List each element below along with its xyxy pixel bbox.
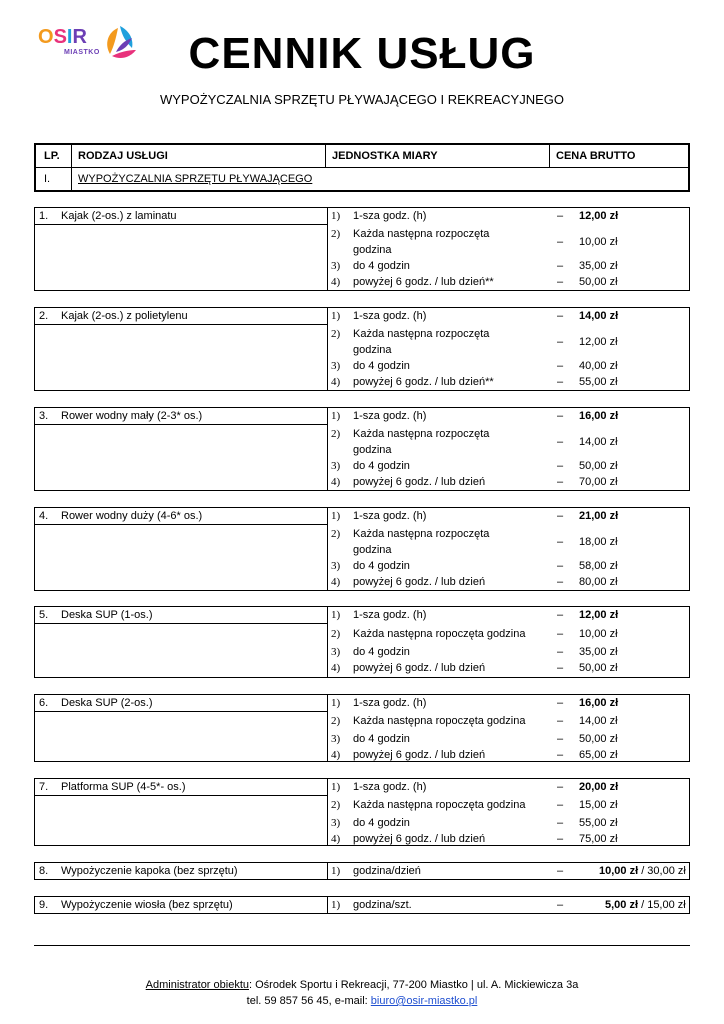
row-number: 3) bbox=[331, 646, 341, 658]
price-amount: 12,00 zł bbox=[579, 210, 619, 222]
dash-separator: – bbox=[557, 436, 564, 448]
row-number: 3) bbox=[331, 817, 341, 829]
row-number: 2) bbox=[331, 528, 341, 540]
price-amount: 20,00 zł bbox=[579, 781, 619, 793]
logo-subtitle: MIASTKO bbox=[64, 49, 100, 56]
name-underline bbox=[35, 224, 327, 225]
dash-separator: – bbox=[557, 646, 564, 658]
price-row bbox=[331, 695, 689, 711]
dash-separator: – bbox=[557, 609, 564, 621]
row-number: 2) bbox=[331, 628, 341, 640]
unit-label: Każda następna ropoczęta godzina bbox=[353, 799, 526, 811]
price-amount: 80,00 zł bbox=[579, 576, 618, 588]
price-value bbox=[579, 831, 689, 847]
service-label: Deska SUP (2-os.) bbox=[61, 697, 153, 709]
service-block bbox=[34, 407, 690, 491]
dash-separator: – bbox=[557, 360, 564, 372]
row-number: 4) bbox=[331, 276, 341, 288]
column-divider bbox=[327, 408, 328, 490]
unit-label: Każda następna rozpoczęta godzina bbox=[353, 328, 490, 356]
row-number: 1) bbox=[331, 899, 341, 911]
service-label: Platforma SUP (4-5*- os.) bbox=[61, 781, 186, 793]
price-amount: 16,00 zł bbox=[579, 697, 619, 709]
service-label: Wypożyczenie wiosła (bez sprzętu) bbox=[61, 899, 233, 911]
col-lp: LP. bbox=[36, 145, 72, 167]
service-number: 4. bbox=[39, 510, 49, 522]
service-name bbox=[35, 308, 327, 324]
dash-separator: – bbox=[557, 560, 564, 572]
row-number: 2) bbox=[331, 799, 341, 811]
price-value bbox=[579, 208, 689, 224]
dash-separator: – bbox=[557, 210, 564, 222]
price-value bbox=[579, 374, 689, 390]
price-amount: 40,00 zł bbox=[579, 360, 618, 372]
column-divider bbox=[327, 695, 328, 761]
price-row bbox=[331, 308, 689, 324]
dash-separator: – bbox=[557, 733, 564, 745]
price-value bbox=[579, 897, 689, 913]
price-row bbox=[331, 815, 689, 831]
email-link[interactable]: biuro@osir-miastko.pl bbox=[370, 995, 478, 1007]
dash-separator: – bbox=[557, 749, 564, 761]
price-value bbox=[579, 747, 689, 763]
unit-label: powyżej 6 godz. / lub dzień** bbox=[353, 276, 494, 288]
row-number: 3) bbox=[331, 560, 341, 572]
col-service: RODZAJ USŁUGI bbox=[72, 145, 326, 167]
footer bbox=[0, 977, 724, 1009]
dash-separator: – bbox=[557, 460, 564, 472]
service-block bbox=[34, 207, 690, 291]
admin-address: : Ośrodek Sportu i Rekreacji, 77-200 Miastko | ul. A. Mickiewicza 3a bbox=[249, 979, 579, 991]
price-value bbox=[579, 644, 689, 660]
name-underline bbox=[35, 711, 327, 712]
price-row bbox=[331, 526, 689, 558]
row-number: 4) bbox=[331, 833, 341, 845]
service-block bbox=[34, 896, 690, 914]
price-row bbox=[331, 458, 689, 474]
row-number: 3) bbox=[331, 733, 341, 745]
dash-separator: – bbox=[557, 260, 564, 272]
unit-label: do 4 godzin bbox=[353, 560, 410, 572]
unit-label: powyżej 6 godz. / lub dzień bbox=[353, 476, 486, 488]
name-underline bbox=[35, 795, 327, 796]
service-block bbox=[34, 507, 690, 591]
price-row bbox=[331, 258, 689, 274]
unit-label: 1-sza godz. (h) bbox=[353, 697, 427, 709]
dash-separator: – bbox=[557, 899, 564, 911]
price-amount: 50,00 zł bbox=[579, 662, 618, 674]
price-row bbox=[331, 474, 689, 490]
price-table-header bbox=[34, 143, 690, 192]
service-number: 3. bbox=[39, 410, 49, 422]
price-row bbox=[331, 558, 689, 574]
row-number: 1) bbox=[331, 510, 341, 522]
dash-separator: – bbox=[557, 662, 564, 674]
row-number: 3) bbox=[331, 460, 341, 472]
unit-label: do 4 godzin bbox=[353, 260, 410, 272]
service-block bbox=[34, 307, 690, 391]
admin-label: Administrator obiektu bbox=[145, 979, 249, 991]
price-value bbox=[579, 274, 689, 290]
dash-separator: – bbox=[557, 833, 564, 845]
price-row bbox=[331, 208, 689, 224]
row-number: 2) bbox=[331, 715, 341, 727]
price-row bbox=[331, 644, 689, 660]
dash-separator: – bbox=[557, 817, 564, 829]
price-amount: 35,00 zł bbox=[579, 646, 618, 658]
service-name bbox=[35, 408, 327, 424]
row-number: 3) bbox=[331, 360, 341, 372]
unit-label: 1-sza godz. (h) bbox=[353, 609, 427, 621]
column-divider bbox=[327, 779, 328, 845]
page-title: CENNIK USŁUG bbox=[188, 29, 536, 78]
row-number: 1) bbox=[331, 310, 341, 322]
price-value bbox=[579, 358, 689, 374]
unit-label: powyżej 6 godz. / lub dzień bbox=[353, 662, 486, 674]
name-underline bbox=[35, 424, 327, 425]
price-amount: 70,00 zł bbox=[579, 476, 618, 488]
dash-separator: – bbox=[557, 310, 564, 322]
service-number: 5. bbox=[39, 609, 49, 621]
dash-separator: – bbox=[557, 799, 564, 811]
section-title: WYPOŻYCZALNIA SPRZĘTU PŁYWAJĄCEGO bbox=[78, 173, 313, 185]
row-number: 3) bbox=[331, 260, 341, 272]
column-divider bbox=[327, 863, 328, 879]
price-row bbox=[331, 426, 689, 458]
row-number: 2) bbox=[331, 328, 341, 340]
price-amount: 58,00 zł bbox=[579, 560, 618, 572]
dash-separator: – bbox=[557, 781, 564, 793]
price-amount: 55,00 zł bbox=[579, 376, 618, 388]
price-value bbox=[579, 815, 689, 831]
price-amount: 16,00 zł bbox=[579, 410, 619, 422]
dash-separator: – bbox=[557, 628, 564, 640]
contact-prefix: tel. 59 857 56 45, e-mail: bbox=[246, 995, 371, 1007]
price-value bbox=[579, 434, 689, 450]
price-amount: 55,00 zł bbox=[579, 817, 618, 829]
service-name bbox=[35, 863, 327, 879]
service-label: Deska SUP (1-os.) bbox=[61, 609, 153, 621]
unit-label: do 4 godzin bbox=[353, 646, 410, 658]
logo-letters: OSIR bbox=[38, 26, 87, 48]
service-name bbox=[35, 607, 327, 623]
col-unit: JEDNOSTKA MIARY bbox=[326, 145, 550, 167]
price-amount: 50,00 zł bbox=[579, 276, 618, 288]
unit-label: 1-sza godz. (h) bbox=[353, 510, 427, 522]
column-divider bbox=[327, 607, 328, 677]
dash-separator: – bbox=[557, 536, 564, 548]
col-price: CENA BRUTTO bbox=[556, 150, 636, 162]
row-number: 4) bbox=[331, 376, 341, 388]
section-number: I. bbox=[36, 168, 72, 190]
dash-separator: – bbox=[557, 336, 564, 348]
unit-label: powyżej 6 godz. / lub dzień** bbox=[353, 376, 494, 388]
unit-label: 1-sza godz. (h) bbox=[353, 410, 427, 422]
unit-label: 1-sza godz. (h) bbox=[353, 210, 427, 222]
service-number: 2. bbox=[39, 310, 49, 322]
footer-divider bbox=[34, 945, 690, 946]
dash-separator: – bbox=[557, 276, 564, 288]
price-amount: 14,00 zł bbox=[579, 715, 618, 727]
price-value bbox=[579, 458, 689, 474]
service-name bbox=[35, 779, 327, 795]
unit-label: Każda następna ropoczęta godzina bbox=[353, 715, 526, 727]
price-row bbox=[331, 326, 689, 358]
dash-separator: – bbox=[557, 376, 564, 388]
price-row bbox=[331, 274, 689, 290]
dash-separator: – bbox=[557, 510, 564, 522]
price-value bbox=[579, 731, 689, 747]
row-number: 1) bbox=[331, 609, 341, 621]
price-amount: 10,00 zł bbox=[599, 865, 639, 877]
price-amount: 10,00 zł bbox=[579, 236, 618, 248]
dash-separator: – bbox=[557, 236, 564, 248]
row-number: 1) bbox=[331, 410, 341, 422]
unit-label: Każda następna rozpoczęta godzina bbox=[353, 428, 490, 456]
row-number: 1) bbox=[331, 697, 341, 709]
price-value bbox=[579, 863, 689, 879]
unit-label: Każda następna rozpoczęta godzina bbox=[353, 528, 490, 556]
price-row bbox=[331, 797, 689, 813]
price-value bbox=[579, 779, 689, 795]
service-number: 9. bbox=[39, 899, 49, 911]
column-divider bbox=[327, 308, 328, 390]
price-row bbox=[331, 626, 689, 642]
unit-label: do 4 godzin bbox=[353, 460, 410, 472]
row-number: 4) bbox=[331, 476, 341, 488]
price-value bbox=[579, 713, 689, 729]
service-block bbox=[34, 778, 690, 846]
service-block bbox=[34, 606, 690, 678]
price-row bbox=[331, 731, 689, 747]
column-divider bbox=[327, 508, 328, 590]
price-amount: 21,00 zł bbox=[579, 510, 619, 522]
row-number: 1) bbox=[331, 865, 341, 877]
service-label: Kajak (2-os.) z polietylenu bbox=[61, 310, 188, 322]
price-value bbox=[579, 534, 689, 550]
column-divider bbox=[327, 897, 328, 913]
price-amount-alt: / 15,00 zł bbox=[638, 899, 686, 911]
price-amount: 35,00 zł bbox=[579, 260, 618, 272]
price-value bbox=[579, 234, 689, 250]
name-underline bbox=[35, 324, 327, 325]
service-number: 7. bbox=[39, 781, 49, 793]
price-value bbox=[579, 408, 689, 424]
price-row bbox=[331, 607, 689, 623]
service-name bbox=[35, 695, 327, 711]
row-number: 1) bbox=[331, 210, 341, 222]
unit-label: godzina/dzień bbox=[353, 865, 421, 877]
service-label: Kajak (2-os.) z laminatu bbox=[61, 210, 177, 222]
price-row bbox=[331, 358, 689, 374]
name-underline bbox=[35, 623, 327, 624]
service-number: 8. bbox=[39, 865, 49, 877]
price-amount: 12,00 zł bbox=[579, 609, 619, 621]
row-number: 1) bbox=[331, 781, 341, 793]
price-row bbox=[331, 897, 689, 913]
row-number: 2) bbox=[331, 228, 341, 240]
price-value bbox=[579, 626, 689, 642]
service-name bbox=[35, 508, 327, 524]
unit-label: Każda następna ropoczęta godzina bbox=[353, 628, 526, 640]
price-row bbox=[331, 574, 689, 590]
price-amount: 75,00 zł bbox=[579, 833, 618, 845]
price-row bbox=[331, 408, 689, 424]
service-name bbox=[35, 208, 327, 224]
service-label: Wypożyczenie kapoka (bez sprzętu) bbox=[61, 865, 238, 877]
column-divider bbox=[327, 208, 328, 290]
service-number: 6. bbox=[39, 697, 49, 709]
price-amount: 14,00 zł bbox=[579, 310, 619, 322]
dash-separator: – bbox=[557, 410, 564, 422]
unit-label: 1-sza godz. (h) bbox=[353, 310, 427, 322]
price-value bbox=[579, 508, 689, 524]
service-label: Rower wodny duży (4-6* os.) bbox=[61, 510, 203, 522]
dash-separator: – bbox=[557, 476, 564, 488]
price-row bbox=[331, 779, 689, 795]
unit-label: powyżej 6 godz. / lub dzień bbox=[353, 576, 486, 588]
dash-separator: – bbox=[557, 576, 564, 588]
row-number: 4) bbox=[331, 749, 341, 761]
page-subtitle: WYPOŻYCZALNIA SPRZĘTU PŁYWAJĄCEGO I REKREACYJNEGO bbox=[159, 92, 565, 107]
price-row bbox=[331, 508, 689, 524]
price-amount: 50,00 zł bbox=[579, 733, 618, 745]
price-row bbox=[331, 226, 689, 258]
dash-separator: – bbox=[557, 865, 564, 877]
row-number: 4) bbox=[331, 576, 341, 588]
price-amount: 12,00 zł bbox=[579, 336, 618, 348]
service-block bbox=[34, 862, 690, 880]
price-row bbox=[331, 660, 689, 676]
price-amount: 14,00 zł bbox=[579, 436, 618, 448]
price-value bbox=[579, 607, 689, 623]
service-block bbox=[34, 694, 690, 762]
unit-label: do 4 godzin bbox=[353, 817, 410, 829]
unit-label: powyżej 6 godz. / lub dzień bbox=[353, 749, 486, 761]
unit-label: 1-sza godz. (h) bbox=[353, 781, 427, 793]
price-amount: 50,00 zł bbox=[579, 460, 618, 472]
price-value bbox=[579, 574, 689, 590]
unit-label: godzina/szt. bbox=[353, 899, 412, 911]
price-value bbox=[579, 334, 689, 350]
price-value bbox=[579, 660, 689, 676]
price-row bbox=[331, 863, 689, 879]
unit-label: Każda następna rozpoczęta godzina bbox=[353, 228, 490, 256]
price-amount: 10,00 zł bbox=[579, 628, 618, 640]
price-amount: 15,00 zł bbox=[579, 799, 618, 811]
price-value bbox=[579, 308, 689, 324]
price-row bbox=[331, 374, 689, 390]
unit-label: do 4 godzin bbox=[353, 733, 410, 745]
price-amount: 5,00 zł bbox=[605, 899, 639, 911]
dash-separator: – bbox=[557, 697, 564, 709]
price-value bbox=[579, 558, 689, 574]
price-amount-alt: / 30,00 zł bbox=[638, 865, 686, 877]
row-number: 4) bbox=[331, 662, 341, 674]
service-label: Rower wodny mały (2-3* os.) bbox=[61, 410, 203, 422]
price-value bbox=[579, 258, 689, 274]
price-amount: 18,00 zł bbox=[579, 536, 618, 548]
service-name bbox=[35, 897, 327, 913]
service-number: 1. bbox=[39, 210, 49, 222]
name-underline bbox=[35, 524, 327, 525]
price-row bbox=[331, 747, 689, 763]
row-number: 2) bbox=[331, 428, 341, 440]
dash-separator: – bbox=[557, 715, 564, 727]
price-value bbox=[579, 695, 689, 711]
price-value bbox=[579, 474, 689, 490]
unit-label: do 4 godzin bbox=[353, 360, 410, 372]
price-amount: 65,00 zł bbox=[579, 749, 618, 761]
unit-label: powyżej 6 godz. / lub dzień bbox=[353, 833, 486, 845]
price-value bbox=[579, 797, 689, 813]
price-row bbox=[331, 713, 689, 729]
price-row bbox=[331, 831, 689, 847]
